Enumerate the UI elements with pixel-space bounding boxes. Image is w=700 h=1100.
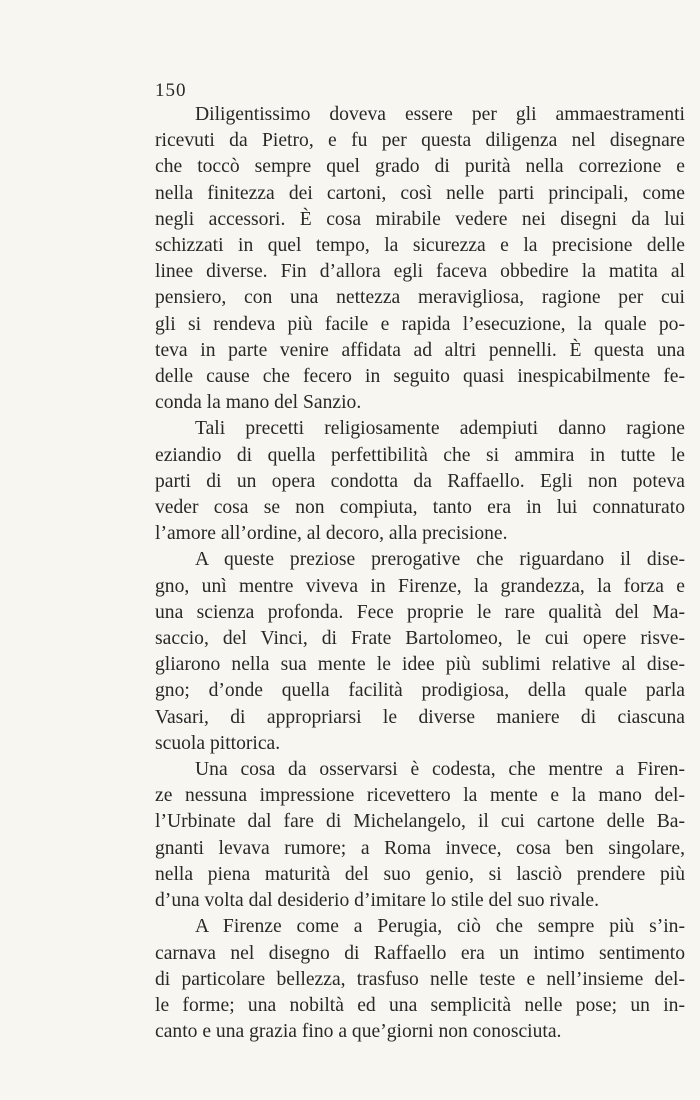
paragraph-4 <box>155 757 685 914</box>
text-line: linee diverse. Fin d’allora egli faceva obbedire la matita al <box>155 261 685 283</box>
text-line: schizzati in quel tempo, la sicurezza e la precisione delle <box>155 235 685 257</box>
text-line: gno, unì mentre viveva in Firenze, la grandezza, la forza e <box>155 575 685 597</box>
text-line: ze nessuna impressione ricevettero la mente e la mano del- <box>155 785 685 807</box>
text-line: A queste preziose prerogative che riguardano il dise- <box>195 549 685 571</box>
text-line: eziandio di quella perfettibilità che si ammira in tutte le <box>155 444 685 466</box>
text-line: che toccò sempre quel grado di purità nella correzione e <box>155 156 685 178</box>
text-line: gnanti levava rumore; a Roma invece, cosa ben singolare, <box>155 837 685 859</box>
text-line: ricevuti da Pietro, e fu per questa diligenza nel disegnare <box>155 130 685 152</box>
text-line: Una cosa da osservarsi è codesta, che mentre a Firen- <box>195 759 685 781</box>
text-line: gliarono nella sua mente le idee più sublimi relative al dise- <box>155 654 685 676</box>
paragraph-5 <box>155 914 685 1045</box>
body-text <box>155 102 685 1045</box>
text-line: negli accessori. È cosa mirabile vedere nei disegni da lui <box>155 208 685 230</box>
text-line: teva in parte venire affidata ad altri pennelli. È questa una <box>155 339 685 361</box>
text-line: d’una volta dal desiderio d’imitare lo stile del suo rivale. <box>155 890 599 912</box>
text-line: Tali precetti religiosamente adempiuti danno ragione <box>195 418 685 440</box>
text-line: saccio, del Vinci, di Frate Bartolomeo, le cui opere risve- <box>155 628 685 650</box>
text-line: veder cosa se non compiuta, tanto era in lui connaturato <box>155 497 685 519</box>
text-line: di particolare bellezza, trasfuso nelle teste e nell’insieme del- <box>155 968 685 990</box>
text-line: canto e una grazia fino a que’giorni non conosciuta. <box>155 1021 562 1043</box>
text-line: delle cause che fecero in seguito quasi inespicabilmente fe- <box>155 366 685 388</box>
paragraph-3 <box>155 547 685 757</box>
text-line: Vasari, di appropriarsi le diverse maniere di ciascuna <box>155 706 685 728</box>
text-line: le forme; una nobiltà ed una semplicità nelle pose; un in- <box>155 994 685 1016</box>
text-line: gno; d’onde quella facilità prodigiosa, della quale parla <box>155 680 685 702</box>
text-line: carnava nel disegno di Raffaello era un intimo sentimento <box>155 942 685 964</box>
text-line: Diligentissimo doveva essere per gli ammaestramenti <box>195 104 685 125</box>
text-line: parti di un opera condotta da Raffaello. Egli non poteva <box>155 470 685 492</box>
text-line: nella piena maturità del suo genio, si lasciò prendere più <box>155 863 685 885</box>
text-line: gli si rendeva più facile e rapida l’esecuzione, la quale po- <box>155 313 685 335</box>
text-line: l’amore all’ordine, al decoro, alla precisione. <box>155 523 508 545</box>
page-number: 150 <box>155 80 187 101</box>
text-line: l’Urbinate dal fare di Michelangelo, il cui cartone delle Ba- <box>155 811 685 833</box>
text-line: pensiero, con una nettezza meravigliosa, ragione per cui <box>155 287 685 309</box>
text-line: una scienza profonda. Fece proprie le rare qualità del Ma- <box>155 601 685 623</box>
text-line: scuola pittorica. <box>155 732 281 754</box>
text-line: A Firenze come a Perugia, ciò che sempre più s’in- <box>195 916 685 938</box>
paragraph-1 <box>155 102 685 416</box>
paragraph-2 <box>155 416 685 547</box>
text-line: nella finitezza dei cartoni, così nelle parti principali, come <box>155 182 685 204</box>
text-line: conda la mano del Sanzio. <box>155 392 362 414</box>
